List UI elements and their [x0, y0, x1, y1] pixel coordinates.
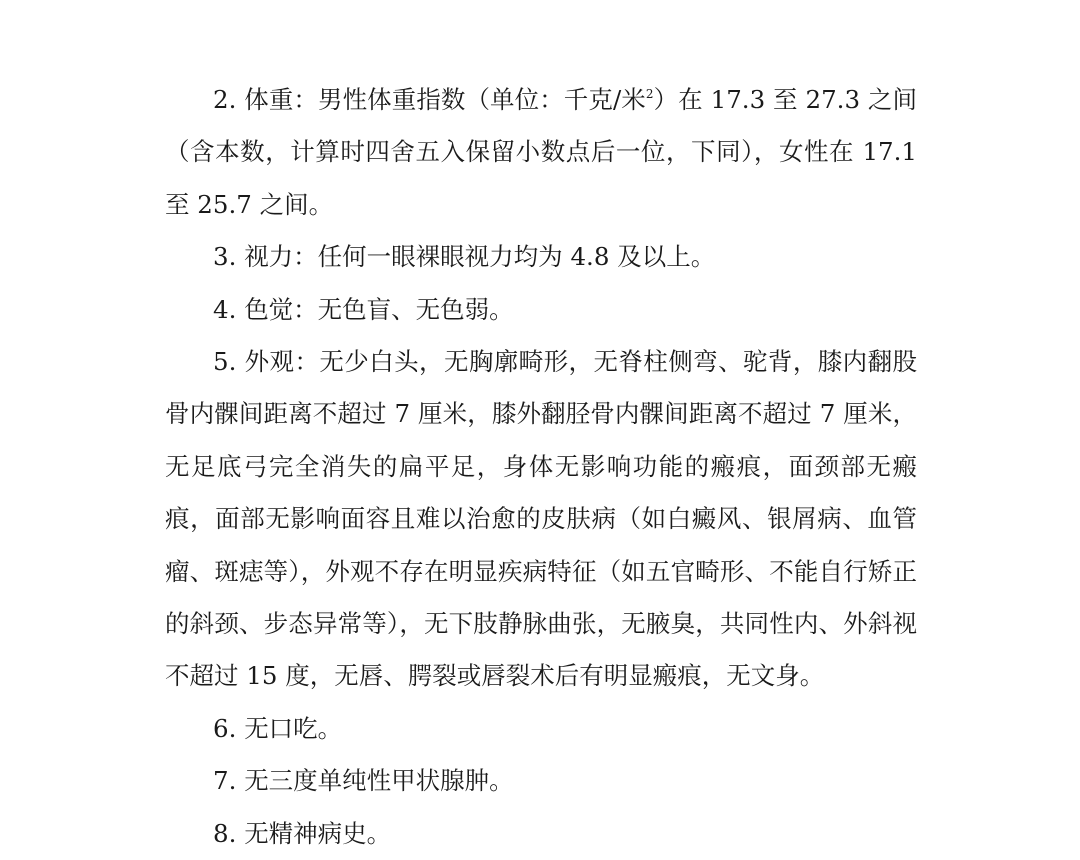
- item-number: 5.: [213, 347, 237, 377]
- item-number: 8.: [213, 818, 237, 848]
- item-text-cont: ）在 17.3 至 27.3 之间（含本数，计算时四舍五入保留小数点后一位，下同），女性在 17.1 至 25.7 之间。: [165, 85, 917, 219]
- item-3-vision: [165, 231, 917, 283]
- item-number: 2.: [213, 85, 237, 114]
- item-text: 外观：无少白头，无胸廓畸形，无脊柱侧弯、驼背，膝内翻股骨内髁间距离不超过 7 厘米，膝外翻胫骨内髁间距离不超过 7 厘米，无足底弓完全消失的扁平足，身体无影响功能的瘢痕，面颈部无瘢痕，面部无影响面容且难以治愈的皮肤病（如白癜风、银屑病、血管瘤、斑痣等），外观不存在明显疾病特征（如五官畸形、不能自行矫正的斜颈、步态异常等），无下肢静脉曲张，无腋臭，共同性内、外斜视不超过 15 度，无唇、腭裂或唇裂术后有明显瘢痕，无文身。: [165, 347, 917, 691]
- item-7-thyroid: [165, 755, 917, 807]
- item-6-stutter: [165, 703, 917, 755]
- item-text: 无精神病史。: [244, 818, 392, 848]
- item-8-mental-health: [165, 808, 917, 860]
- item-text: 体重：男性体重指数（单位：千克/米: [244, 85, 646, 114]
- document-page: [165, 74, 917, 860]
- item-4-color-vision: [165, 284, 917, 336]
- item-2-weight: [165, 74, 917, 231]
- item-number: 6.: [213, 713, 237, 743]
- item-number: 7.: [213, 766, 237, 796]
- item-text: 无口吃。: [244, 713, 343, 743]
- item-number: 4.: [213, 294, 237, 324]
- item-text: 无三度单纯性甲状腺肿。: [244, 766, 514, 796]
- item-text: 色觉：无色盲、无色弱。: [244, 294, 514, 324]
- item-5-appearance: [165, 336, 917, 703]
- item-number: 3.: [213, 242, 237, 272]
- superscript: 2: [645, 87, 654, 101]
- item-text: 视力：任何一眼裸眼视力均为 4.8 及以上。: [244, 242, 716, 272]
